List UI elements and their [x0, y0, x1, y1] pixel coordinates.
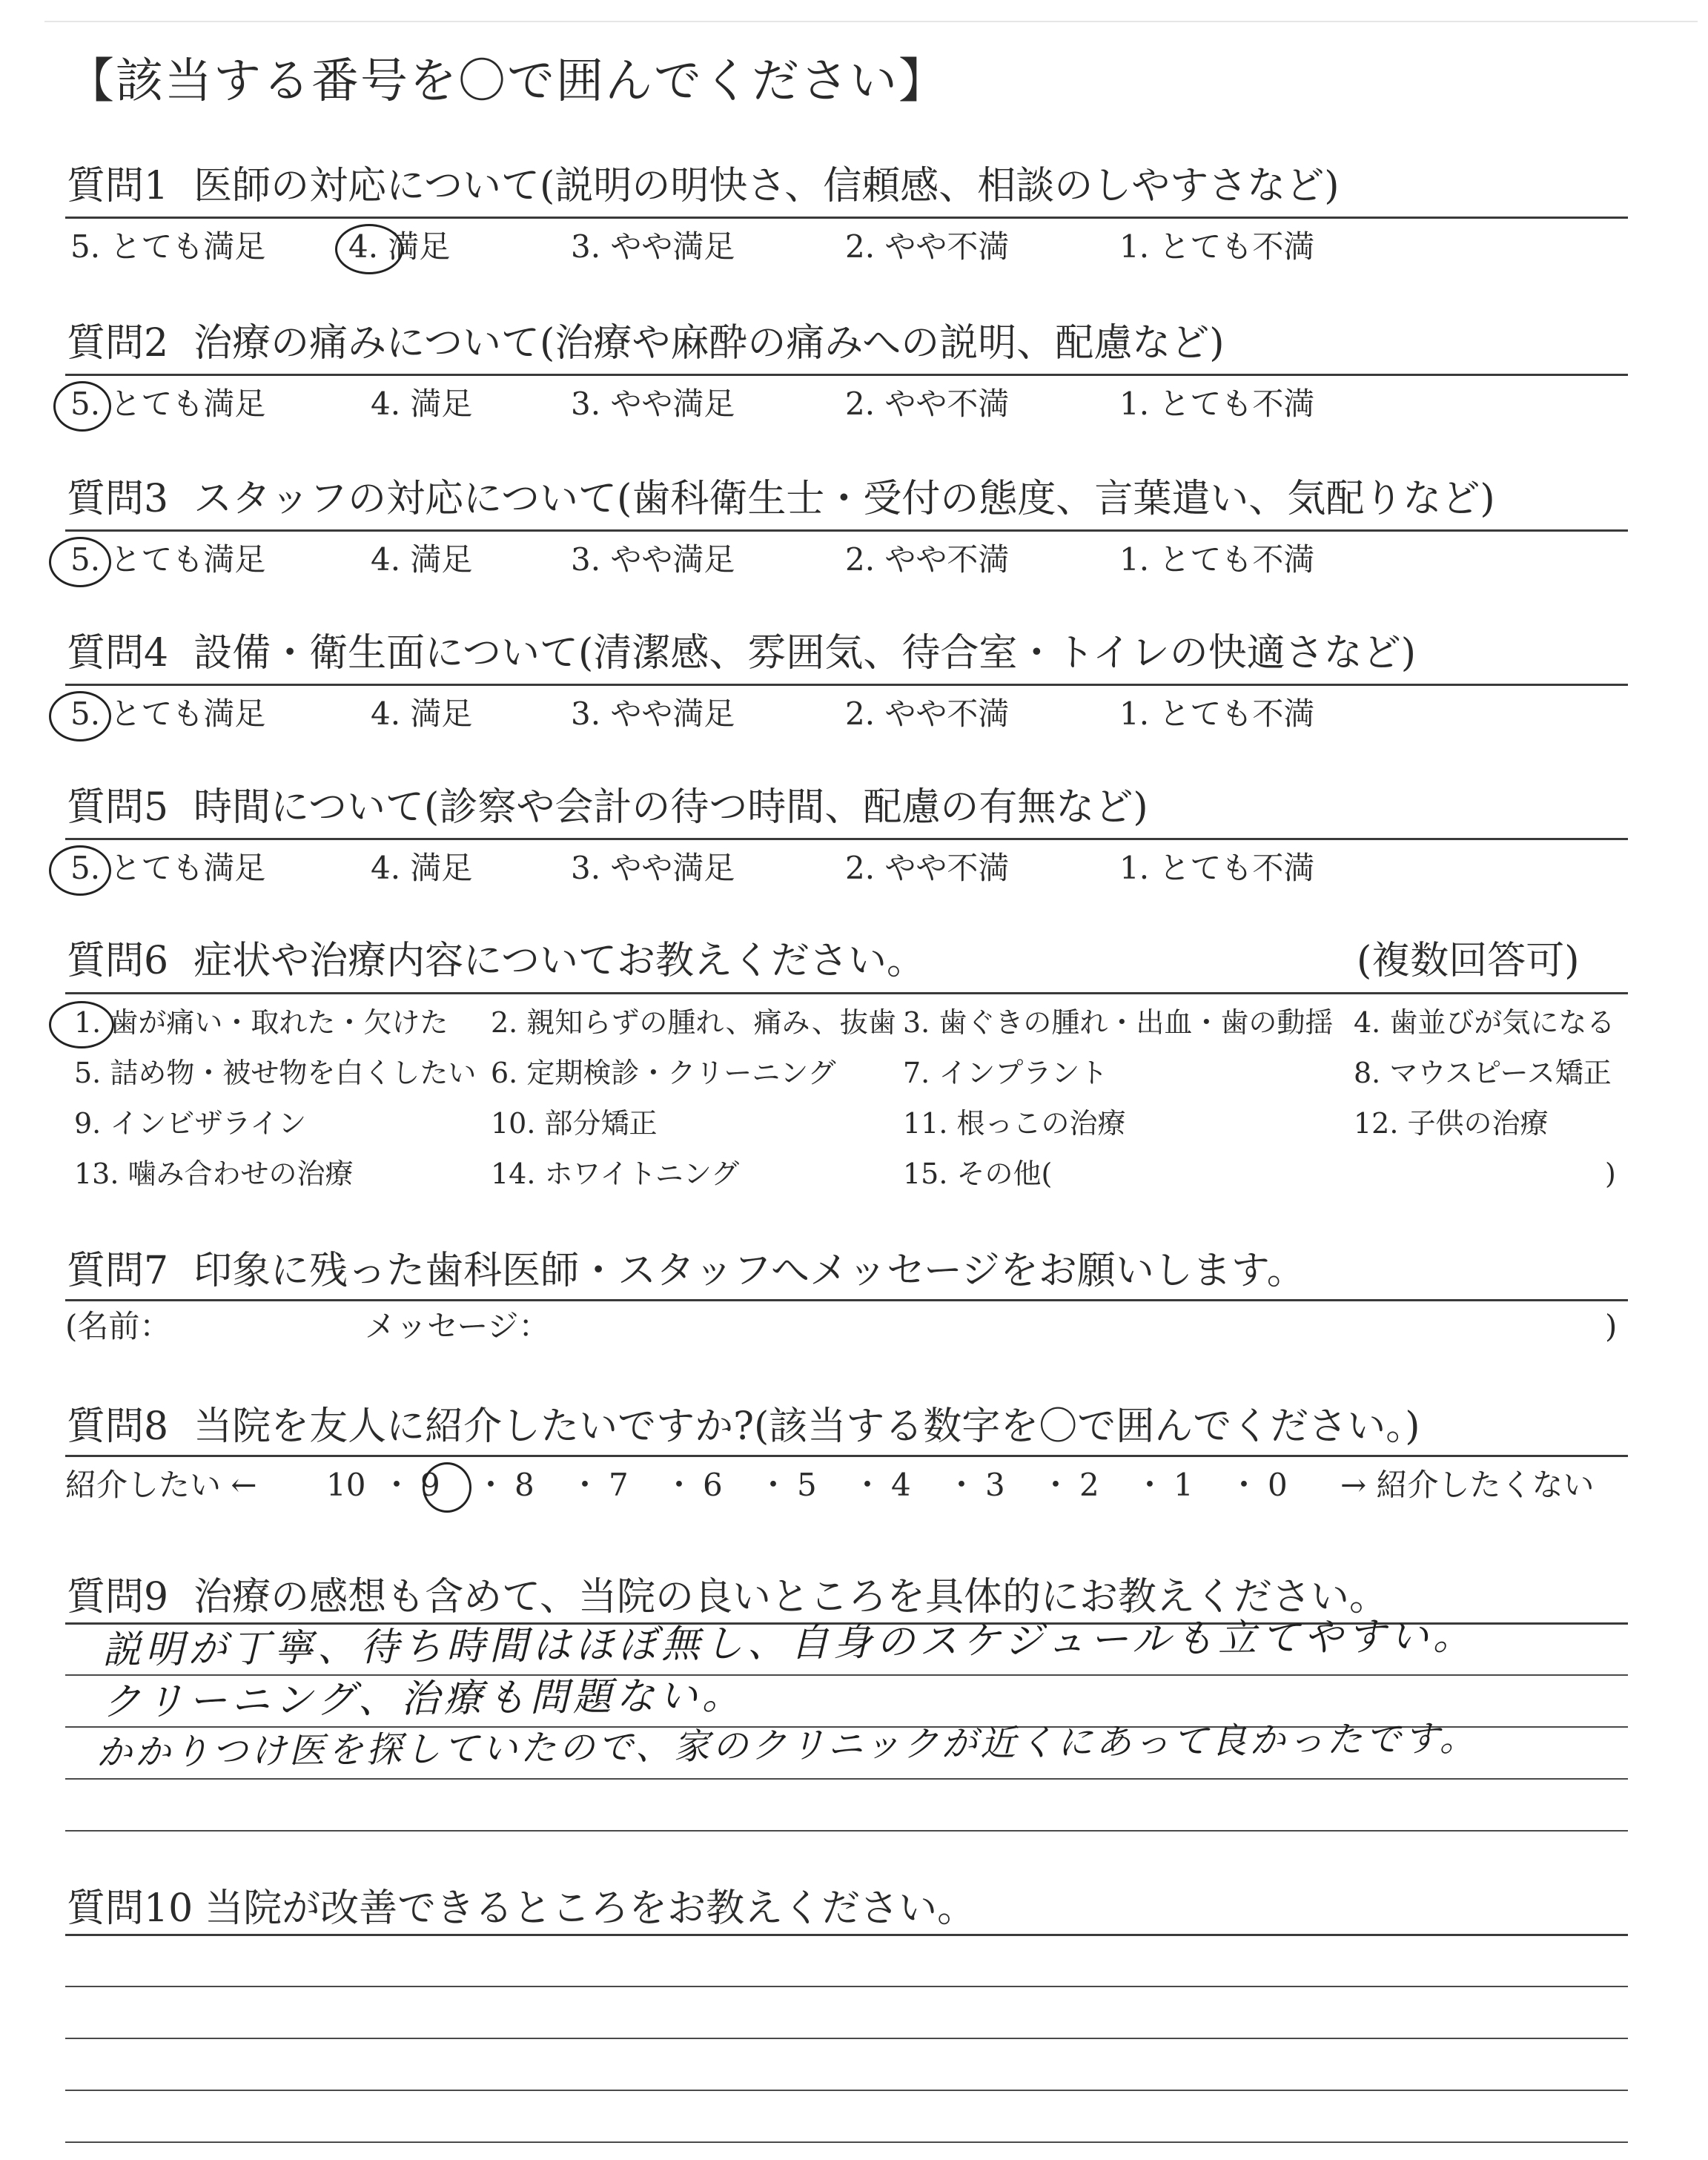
- q4-option-5[interactable]: 5. とても満足: [70, 696, 266, 732]
- q6-option-5[interactable]: 5. 詰め物・被せ物を白くしたい: [74, 1057, 477, 1089]
- q8-scale-7[interactable]: 7: [609, 1467, 629, 1503]
- q8-scale-3[interactable]: 3: [985, 1467, 1005, 1503]
- q6-option-7[interactable]: 7. インプラント: [903, 1057, 1108, 1089]
- q8-left-label: 紹介したい ←: [65, 1467, 257, 1503]
- q6-option-15-close: ): [1605, 1157, 1616, 1190]
- form-title: 【該当する番号を〇で囲んでください】: [67, 54, 947, 109]
- question-8-rule: [65, 1455, 1628, 1457]
- q5-option-2[interactable]: 2. やや不満: [845, 850, 1010, 886]
- q10-answer-line-4: [65, 2141, 1628, 2143]
- question-3-rule: [65, 529, 1628, 532]
- q6-option-4[interactable]: 4. 歯並びが気になる: [1354, 1006, 1615, 1039]
- q9-handwritten-line-3: かかりつけ医を探していたので、家のクリニックが近くにあって良かったです。: [96, 1717, 1479, 1774]
- q8-scale-4[interactable]: 4: [891, 1467, 911, 1503]
- q10-answer-line-3: [65, 2090, 1628, 2091]
- q8-scale-separator: ・: [946, 1467, 978, 1503]
- q7-message-label: メッセージ：: [365, 1308, 550, 1344]
- question-7-heading: [67, 1249, 1305, 1293]
- q8-scale-1[interactable]: 1: [1174, 1467, 1194, 1503]
- q7-close-paren: ): [1605, 1308, 1618, 1344]
- question-4-heading: [67, 631, 1417, 676]
- q8-scale-separator: ・: [475, 1467, 507, 1503]
- q3-option-3[interactable]: 3. やや満足: [571, 541, 735, 578]
- question-2-number: 質問2: [67, 321, 169, 366]
- q9-answer-line-3: [65, 1778, 1628, 1780]
- question-9-number: 質問9: [67, 1575, 169, 1619]
- q8-scale-separator: ・: [663, 1467, 695, 1503]
- q2-answer-circle: [53, 381, 111, 432]
- question-10-heading: [67, 1886, 976, 1931]
- q8-scale-separator: ・: [1040, 1467, 1072, 1503]
- q1-option-3[interactable]: 3. やや満足: [571, 228, 735, 265]
- question-5-heading: [67, 785, 1148, 830]
- q8-scale-10[interactable]: 10: [326, 1467, 366, 1503]
- q2-option-3[interactable]: 3. やや満足: [571, 386, 735, 422]
- question-7-text: 印象に残った歯科医師・スタッフへメッセージをお願いします。: [193, 1249, 1305, 1293]
- q6-option-10[interactable]: 10. 部分矯正: [491, 1107, 658, 1140]
- q3-answer-circle: [49, 537, 111, 587]
- q8-scale-2[interactable]: 2: [1079, 1467, 1099, 1503]
- question-6-heading: [67, 939, 926, 983]
- question-5-rule: [65, 838, 1628, 840]
- question-2-rule: [65, 374, 1628, 376]
- q8-scale-separator: ・: [758, 1467, 790, 1503]
- q6-option-6[interactable]: 6. 定期検診・クリーニング: [491, 1057, 836, 1089]
- top-edge-line: [44, 21, 1698, 22]
- q1-answer-circle: [335, 224, 403, 274]
- q9-answer-line-1: [65, 1674, 1628, 1676]
- question-8-heading: [67, 1404, 1420, 1449]
- q1-option-5[interactable]: 5. とても満足: [70, 228, 266, 265]
- q8-answer-circle: [423, 1462, 471, 1513]
- question-8-number: 質問8: [67, 1404, 169, 1449]
- q5-option-5[interactable]: 5. とても満足: [70, 850, 266, 886]
- q2-option-1[interactable]: 1. とても不満: [1119, 386, 1315, 422]
- q4-option-2[interactable]: 2. やや不満: [845, 696, 1010, 732]
- q6-option-14[interactable]: 14. ホワイトニング: [491, 1157, 740, 1190]
- q8-scale-9[interactable]: 9: [420, 1467, 440, 1503]
- question-6-text: 症状や治療内容についてお教えください。: [193, 939, 926, 983]
- q6-option-3[interactable]: 3. 歯ぐきの腫れ・出血・歯の動揺: [903, 1006, 1334, 1039]
- q1-option-2[interactable]: 2. やや不満: [845, 228, 1010, 265]
- question-4-number: 質問4: [67, 631, 169, 676]
- question-3-number: 質問3: [67, 477, 169, 521]
- q8-scale-separator: ・: [1228, 1467, 1260, 1503]
- q4-option-4[interactable]: 4. 満足: [371, 696, 473, 732]
- question-10-number: 質問10: [67, 1886, 193, 1931]
- q9-handwritten-line-1: 説明が丁寧、待ち時間はほぼ無し、自身のスケジュールも立てやすい。: [102, 1614, 1477, 1673]
- question-1-text: 医師の対応について(説明の明快さ、信頼感、相談のしやすさなど): [193, 164, 1340, 208]
- q6-option-1[interactable]: 1. 歯が痛い・取れた・欠けた: [74, 1006, 448, 1039]
- q8-scale-separator: ・: [852, 1467, 884, 1503]
- q3-option-4[interactable]: 4. 満足: [371, 541, 473, 578]
- q5-option-4[interactable]: 4. 満足: [371, 850, 473, 886]
- q6-option-12[interactable]: 12. 子供の治療: [1354, 1107, 1549, 1140]
- q10-answer-line-1: [65, 1986, 1628, 1987]
- question-6-rule: [65, 992, 1628, 994]
- question-4-text: 設備・衛生面について(清潔感、雰囲気、待合室・トイレの快適さなど): [193, 631, 1417, 676]
- q5-answer-circle: [49, 845, 111, 896]
- question-5-number: 質問5: [67, 785, 169, 830]
- q6-option-13[interactable]: 13. 噛み合わせの治療: [74, 1157, 354, 1190]
- q7-name-label: (名前：: [65, 1308, 171, 1344]
- q8-scale-0[interactable]: 0: [1268, 1467, 1288, 1503]
- q6-option-11[interactable]: 11. 根っこの治療: [903, 1107, 1126, 1140]
- q5-option-1[interactable]: 1. とても不満: [1119, 850, 1315, 886]
- q1-option-4[interactable]: 4. 満足: [348, 228, 451, 265]
- q4-answer-circle: [49, 691, 111, 742]
- q8-scale-separator: ・: [1134, 1467, 1166, 1503]
- question-5-text: 時間について(診察や会計の待つ時間、配慮の有無など): [193, 785, 1148, 830]
- q3-option-5[interactable]: 5. とても満足: [70, 541, 266, 578]
- question-2-heading: [67, 321, 1225, 366]
- question-9-text: 治療の感想も含めて、当院の良いところを具体的にお教えください。: [193, 1575, 1388, 1619]
- q10-answer-line-2: [65, 2038, 1628, 2039]
- question-2-text: 治療の痛みについて(治療や麻酔の痛みへの説明、配慮など): [193, 321, 1225, 366]
- q2-option-2[interactable]: 2. やや不満: [845, 386, 1010, 422]
- question-1-number: 質問1: [67, 164, 169, 208]
- q8-scale-5[interactable]: 5: [797, 1467, 817, 1503]
- q6-answer-circle: [49, 1001, 114, 1048]
- q3-option-2[interactable]: 2. やや不満: [845, 541, 1010, 578]
- q1-option-1[interactable]: 1. とても不満: [1119, 228, 1315, 265]
- q9-answer-line-4: [65, 1830, 1628, 1832]
- q8-scale-separator: ・: [381, 1467, 413, 1503]
- question-3-heading: [67, 477, 1495, 521]
- q8-right-label: → 紹介したくない: [1340, 1467, 1595, 1503]
- question-1-heading: [67, 164, 1340, 208]
- question-7-rule: [65, 1299, 1628, 1301]
- q2-option-5[interactable]: 5. とても満足: [70, 386, 266, 422]
- q8-scale-6[interactable]: 6: [703, 1467, 723, 1503]
- question-10-text: 当院が改善できるところをお教えください。: [205, 1886, 976, 1931]
- question-3-text: スタッフの対応について(歯科衛生士・受付の態度、言葉遣い、気配りなど): [193, 477, 1495, 521]
- q3-option-1[interactable]: 1. とても不満: [1119, 541, 1315, 578]
- q6-option-9[interactable]: 9. インビザライン: [74, 1107, 307, 1140]
- q4-option-3[interactable]: 3. やや満足: [571, 696, 735, 732]
- question-6-note: (複数回答可): [1357, 939, 1580, 983]
- question-8-text: 当院を友人に紹介したいですか?(該当する数字を〇で囲んでください。): [193, 1404, 1420, 1449]
- question-7-number: 質問7: [67, 1249, 169, 1293]
- q5-option-3[interactable]: 3. やや満足: [571, 850, 735, 886]
- q8-scale-separator: ・: [569, 1467, 601, 1503]
- question-1-rule: [65, 217, 1628, 219]
- q2-option-4[interactable]: 4. 満足: [371, 386, 473, 422]
- question-4-rule: [65, 684, 1628, 686]
- question-10-rule: [65, 1934, 1628, 1936]
- question-6-number: 質問6: [67, 939, 169, 983]
- q9-handwritten-line-2: クリーニング、治療も問題ない。: [102, 1673, 746, 1725]
- q8-scale-8[interactable]: 8: [514, 1467, 534, 1503]
- q4-option-1[interactable]: 1. とても不満: [1119, 696, 1315, 732]
- q6-option-15[interactable]: 15. その他(: [903, 1157, 1053, 1190]
- question-9-heading: [67, 1575, 1388, 1619]
- q6-option-8[interactable]: 8. マウスピース矯正: [1354, 1057, 1612, 1089]
- q6-option-2[interactable]: 2. 親知らずの腫れ、痛み、抜歯: [491, 1006, 896, 1039]
